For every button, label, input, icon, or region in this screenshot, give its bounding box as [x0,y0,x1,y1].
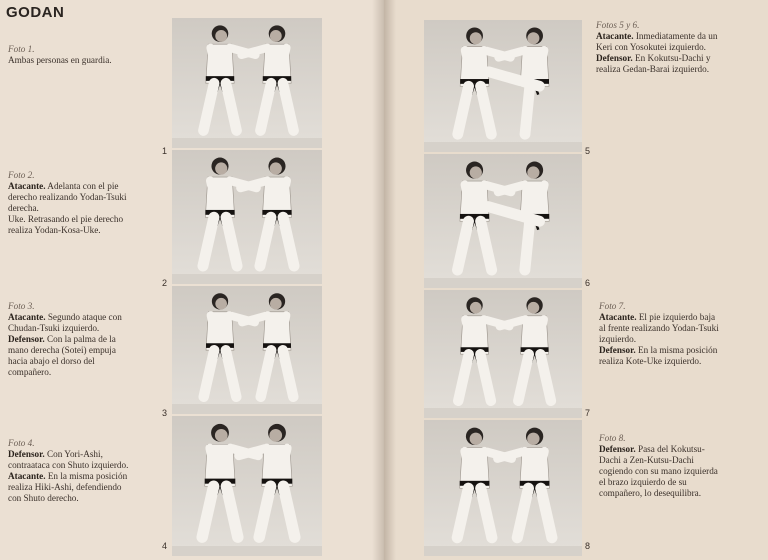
caption-label: Foto 1. [8,44,35,54]
book-gutter [372,0,396,560]
caption-text: realiza Gedan-Barai izquierdo. [596,64,709,74]
caption-text: compañero. [8,367,52,377]
caption-text: hacia abajo el dorso del [8,356,95,366]
photo-number: 1 [162,146,168,156]
photo-5 [424,20,582,152]
photo-number: 7 [585,408,591,418]
caption-text: Con la palma de la [44,334,116,344]
photo-6 [424,154,582,288]
caption-text: al frente realizando Yodan-Tsuki [599,323,719,333]
caption-text: Inmediatamente da un [633,31,718,41]
caption-foto-2 [8,170,168,236]
caption-text: mano derecha (Sotei) empuja [8,345,116,355]
caption-text: Adelanta con el pie [45,181,119,191]
photo-4 [172,416,322,556]
caption-text: derecho realizando Yodan-Tsuki [8,192,127,202]
caption-label: Foto 8. [599,433,626,443]
caption-text: realiza Kote-Uke izquierdo. [599,356,702,366]
photo-number: 8 [585,541,591,551]
caption-text: Dachi a Zen-Kutsu-Dachi [599,455,694,465]
caption-fotos-5-6 [596,20,766,75]
photo-1 [172,18,322,148]
caption-text: Con Yori-Ashi, [44,449,103,459]
role-atacante: Atacante. [8,312,46,322]
caption-label: Foto 3. [8,301,35,311]
caption-text: En la misma posición [45,471,128,481]
caption-text: cogiendo con su mano izquierda [599,466,718,476]
photo-3 [172,286,322,414]
caption-foto-3 [8,301,168,378]
photo-number: 5 [585,146,591,156]
caption-label: Fotos 5 y 6. [596,20,640,30]
caption-text: El pie izquierdo baja [636,312,716,322]
role-atacante: Atacante. [596,31,634,41]
caption-label: Foto 2. [8,170,35,180]
photo-7 [424,290,582,418]
caption-text: realiza Yodan-Kosa-Uke. [8,225,101,235]
caption-text: Chudan-Tsuki izquierdo. [8,323,100,333]
role-defensor: Defensor. [596,53,633,63]
caption-text: contraataca con Shuto izquierdo. [8,460,129,470]
caption-text: Pasa del Kokutsu- [635,444,705,454]
caption-foto-7 [599,301,767,367]
role-defensor: Defensor. [599,444,636,454]
caption-text: En la misma posición [635,345,718,355]
photo-8 [424,420,582,556]
role-defensor: Defensor. [8,449,45,459]
caption-text: derecha. [8,203,39,213]
caption-text: con Shuto derecho. [8,493,79,503]
caption-text: En Kokutsu-Dachi y [632,53,711,63]
photo-2 [172,150,322,284]
caption-text: Uke. Retrasando el pie derecho [8,214,124,224]
role-atacante: Atacante. [8,471,46,481]
caption-foto-1 [8,44,168,66]
page-heading: GODAN [6,4,65,21]
photo-number: 6 [585,278,591,288]
photo-number: 3 [162,408,168,418]
role-atacante: Atacante. [599,312,637,322]
caption-foto-8 [599,433,767,499]
caption-foto-4 [8,438,168,504]
caption-text: realiza Hiki-Ashi, defendiendo [8,482,122,492]
caption-text: Keri con Yosokutei izquierdo. [596,42,706,52]
caption-text: Segundo ataque con [45,312,122,322]
role-defensor: Defensor. [8,334,45,344]
caption-text: Ambas personas en guardia. [8,55,112,65]
role-defensor: Defensor. [599,345,636,355]
caption-text: compañero, lo desequilibra. [599,488,702,498]
caption-text: izquierdo. [599,334,636,344]
role-atacante: Atacante. [8,181,46,191]
photo-number: 2 [162,278,168,288]
caption-label: Foto 7. [599,301,626,311]
caption-text: el brazo izquierdo de su [599,477,687,487]
caption-label: Foto 4. [8,438,35,448]
photo-number: 4 [162,541,168,551]
